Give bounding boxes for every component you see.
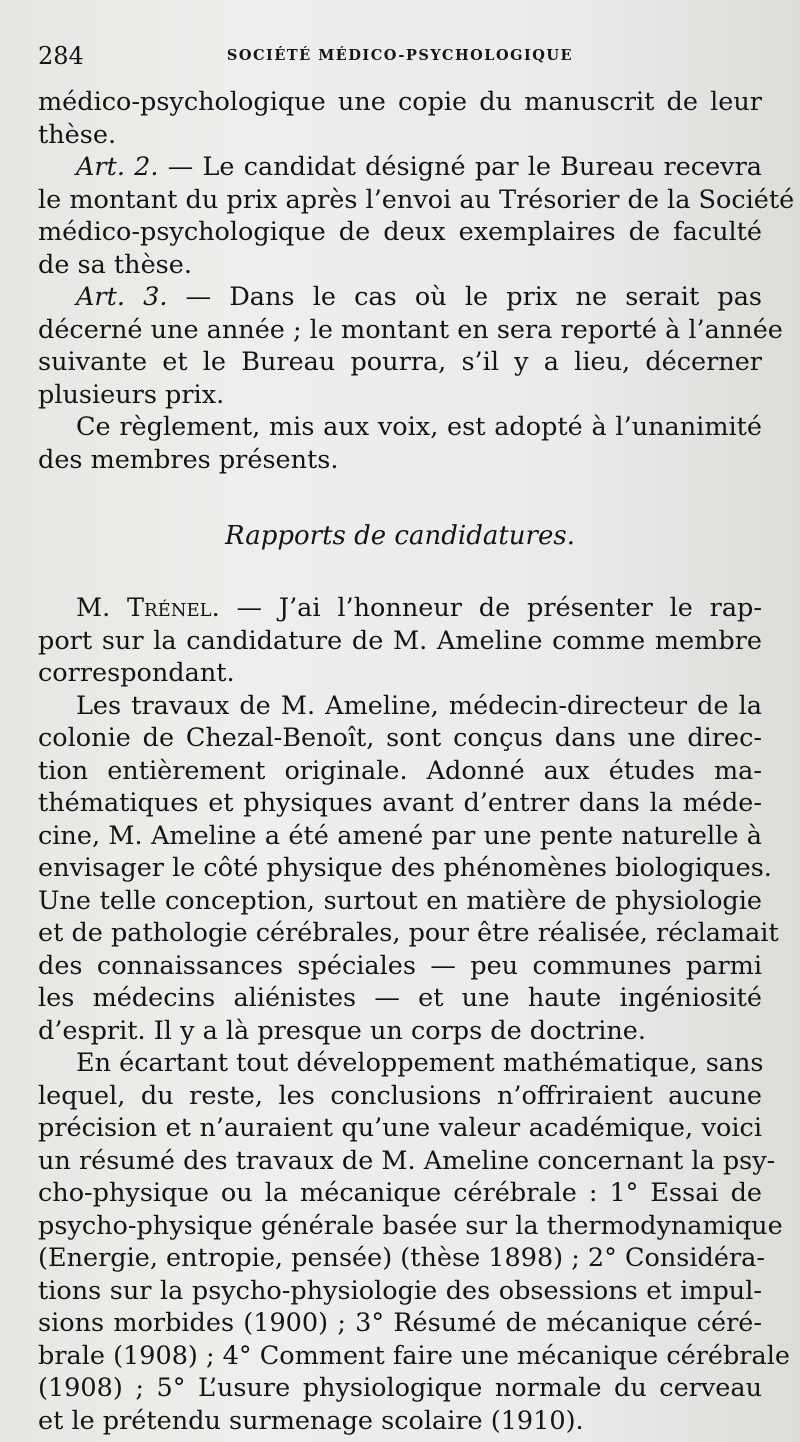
text-line — [38, 314, 783, 347]
text-line — [38, 657, 762, 690]
line-text: En écartant tout développement mathématique, sans — [76, 1048, 764, 1078]
line-text: tion entièrement originale. Adonné aux études ma- — [38, 755, 762, 786]
text-line — [38, 1210, 783, 1243]
line-text: thèse. — [38, 119, 117, 150]
text-line — [38, 1372, 762, 1405]
line-text: Les travaux de M. Ameline, médecin-directeur de la — [76, 690, 762, 721]
text-line — [38, 379, 762, 412]
text-line — [38, 1145, 776, 1178]
line-text: brale (1908) ; 4° Comment faire une mécanique cérébrale — [38, 1340, 790, 1371]
line-text: sions morbides (1900) ; 3° Résumé de mécanique céré- — [38, 1308, 762, 1338]
text-line — [38, 787, 762, 820]
text-line — [38, 1307, 762, 1340]
line-text: le montant du prix après l’envoi au Trésorier de la Société — [38, 184, 795, 215]
text-line — [38, 592, 762, 625]
text-line — [38, 281, 762, 314]
text-line — [38, 1015, 762, 1048]
text-line — [38, 346, 762, 379]
text-line — [38, 690, 762, 723]
running-title: SOCIÉTÉ MÉDICO-PSYCHOLOGIQUE — [226, 47, 574, 64]
line-text: correspondant. — [38, 658, 235, 688]
line-text: suivante et le Bureau pourra, s’il y a lieu, décerner — [38, 347, 762, 377]
line-text: Ce règlement, mis aux voix, est adopté à l’unanimité — [76, 412, 762, 442]
text-line — [38, 1080, 762, 1113]
line-text: d’esprit. Il y a là presque un corps de doctrine. — [38, 1015, 646, 1046]
line-text: de sa thèse. — [38, 249, 192, 280]
line-text: cine, M. Ameline a été amené par une pente naturelle à — [38, 820, 762, 851]
line-text: — Dans le cas où le prix ne serait pas — [167, 282, 762, 312]
line-text: (1908) ; 5° L’usure physiologique normale du cerveau — [38, 1373, 762, 1403]
text-line — [38, 119, 762, 152]
line-text: un résumé des travaux de M. Ameline concernant la psy- — [38, 1145, 776, 1176]
regulation-text — [38, 86, 795, 476]
text-line — [38, 151, 762, 184]
text-line — [38, 755, 762, 788]
line-text: — J’ai l’honneur de présenter le rap- — [219, 593, 762, 623]
line-text: plusieurs prix. — [38, 379, 225, 410]
text-line — [38, 216, 762, 249]
line-text: des membres présents. — [38, 444, 339, 475]
line-text: et le prétendu surmenage scolaire (1910). — [38, 1405, 584, 1436]
text-line — [38, 1047, 762, 1080]
page-header — [38, 36, 762, 76]
line-text: colonie de Chezal-Benoît, sont conçus dans une direc- — [38, 723, 762, 753]
article-label: Art. 2. — [76, 152, 159, 182]
text-line — [38, 885, 762, 918]
speaker-name: M. Trénel. — [76, 593, 220, 623]
text-line — [38, 184, 795, 217]
line-text: psycho-physique générale basée sur la thermodynamique — [38, 1210, 783, 1241]
section-heading: Rapports de candidatures. — [225, 521, 575, 551]
line-text: Une telle conception, surtout en matière de physiologie — [38, 885, 762, 916]
text-line — [38, 820, 762, 853]
line-text: lequel, du reste, les conclusions n’offriraient aucune — [38, 1080, 762, 1111]
line-text: (Energie, entropie, pensée) (thèse 1898) ; 2° Considéra- — [38, 1243, 765, 1273]
text-line — [38, 1177, 762, 1210]
text-line — [38, 86, 762, 119]
line-text: — Le candidat désigné par le Bureau recevra — [158, 152, 762, 182]
text-line — [38, 249, 762, 282]
text-line — [38, 1405, 762, 1438]
text-line — [38, 722, 762, 755]
line-text: envisager le côté physique des phénomènes biologiques. — [38, 853, 772, 883]
text-line — [38, 917, 779, 950]
text-line — [38, 1242, 765, 1275]
text-line — [38, 852, 772, 885]
line-text: port sur la candidature de M. Ameline comme membre — [38, 625, 762, 656]
line-text: thématiques et physiques avant d’entrer dans la méde- — [38, 788, 762, 818]
line-text: les médecins aliénistes — et une haute ingéniosité — [38, 983, 762, 1013]
page-number: 284 — [38, 42, 84, 70]
line-text: tions sur la psycho-physiologie des obsessions et impul- — [38, 1275, 762, 1306]
text-line — [38, 625, 762, 658]
line-text: et de pathologie cérébrales, pour être réalisée, réclamait — [38, 918, 779, 948]
text-line — [38, 411, 762, 444]
line-text: précision et n’auraient qu’une valeur académique, voici — [38, 1113, 762, 1143]
text-line — [38, 1112, 762, 1145]
article-label: Art. 3. — [76, 282, 168, 312]
line-text: cho-physique ou la mécanique cérébrale : 1° Essai de — [38, 1178, 762, 1208]
text-line — [38, 444, 762, 477]
text-line — [38, 1275, 762, 1308]
text-line — [38, 950, 762, 983]
line-text: médico-psychologique une copie du manuscrit de leur — [38, 87, 762, 117]
text-line — [38, 1340, 790, 1373]
report-text — [38, 592, 790, 1437]
line-text: des connaissances spéciales — peu communes parmi — [38, 950, 762, 981]
line-text: médico-psychologique de deux exemplaires de faculté — [38, 217, 762, 247]
text-line — [38, 982, 762, 1015]
line-text: décerné une année ; le montant en sera reporté à l’année — [38, 314, 783, 345]
